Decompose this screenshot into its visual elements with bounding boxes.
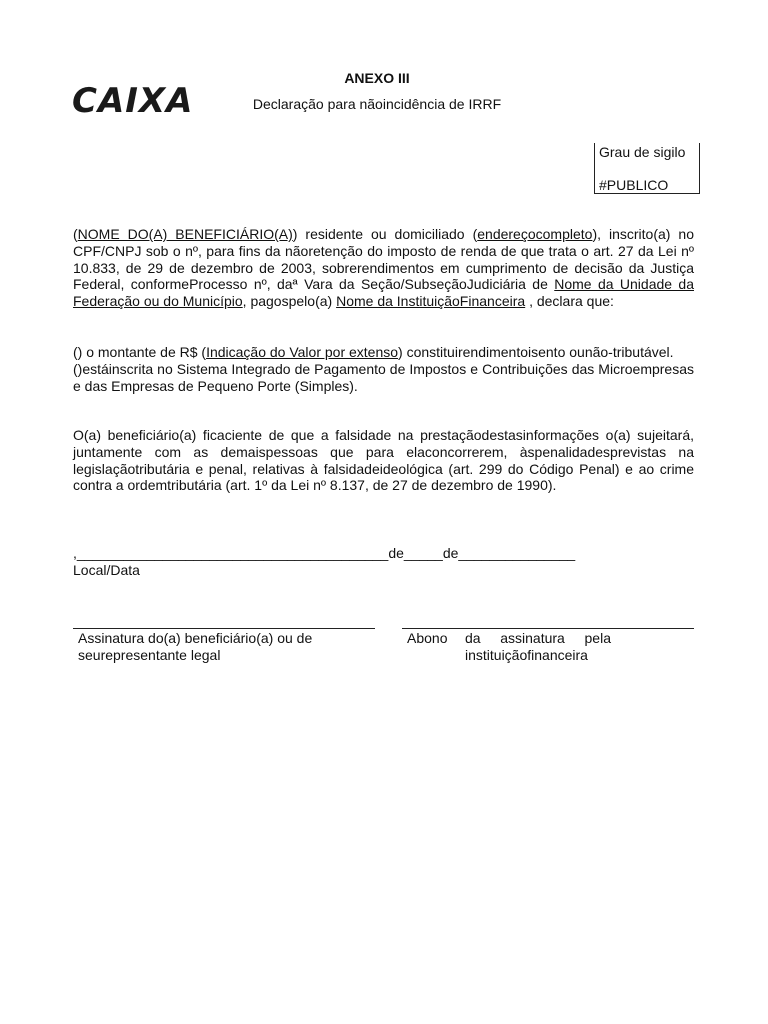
institution-signature-line[interactable] <box>402 628 694 629</box>
sigilo-label: Grau de sigilo <box>599 144 686 160</box>
beneficiary-signature-line[interactable] <box>73 628 375 629</box>
address-field[interactable]: endereçocompleto <box>477 226 593 242</box>
options-paragraph <box>73 344 694 394</box>
beneficiary-name-field[interactable]: NOME DO(A) BENEFICIÁRIO(A) <box>77 226 293 242</box>
annex-title: ANEXO III <box>344 70 410 86</box>
federation-unit-field[interactable]: Nome da Unidade da Federação ou do Município <box>73 276 694 310</box>
paragraph-text: ) residente ou domiciliado ( <box>292 226 478 242</box>
financial-institution-field[interactable]: Nome da InstituiçãoFinanceira <box>336 293 526 310</box>
annex-subtitle: Declaração para nãoincidência de IRRF <box>252 96 502 112</box>
caixa-logo: CAIXA <box>72 81 194 121</box>
institution-signature-label: da assinatura pela instituiçãofinanceira <box>465 630 611 663</box>
option-text: ) constituirendimentoisento ounão-tributável. <box>398 344 674 360</box>
abono-label: Abono <box>407 630 448 646</box>
paragraph-text: ), inscrito(a) no CPF/CNPJ sob o nº, para fins da nãoretenção do imposto de renda de que trata o art. 27 da Lei nº 10.833, de 29 de dezembro de 2003, sobrerendimentos em cumprimento de decisão da Justiça Federal, conformeProcesso nº, daª Vara da Seção/SubseçãoJudiciária de <box>73 226 694 293</box>
beneficiary-signature-label: Assinatura do(a) beneficiário(a) ou de seurepresentante legal <box>78 630 313 663</box>
amount-field[interactable]: Indicação do Valor por extenso <box>206 344 399 360</box>
sigilo-box <box>594 143 700 194</box>
declaration-paragraph <box>73 226 694 310</box>
paragraph-text: , pagospelo(a) <box>242 293 337 310</box>
paragraph-text: , declara que: <box>525 293 614 310</box>
option-text: () o montante de R$ ( <box>73 344 207 360</box>
sigilo-value: #PUBLICO <box>599 177 669 193</box>
place-date-line[interactable]: ,________________________________________de_____de_______________ <box>73 545 576 561</box>
place-date-label: Local/Data <box>73 562 140 578</box>
option-simples-text: ()estáinscrita no Sistema Integrado de Pagamento de Impostos e Contribuições das Microempresas e das Empresas de Pequeno Porte (Simples). <box>73 360 694 394</box>
paren-open: ( <box>73 226 78 242</box>
liability-paragraph: O(a) beneficiário(a) ficaciente de que a falsidade na prestaçãodestasinformações o(a) sujeitará, juntamente com as demaispessoas que para elaconcorrerem, àspenalidadesprevistas na legislaçãotributária e penal, relativas à falsidadeideológica (art. 299 do Código Penal) e ao crime contra a ordemtributária (art. 1º da Lei nº 8.137, de 27 de dezembro de 1990). <box>73 427 694 494</box>
